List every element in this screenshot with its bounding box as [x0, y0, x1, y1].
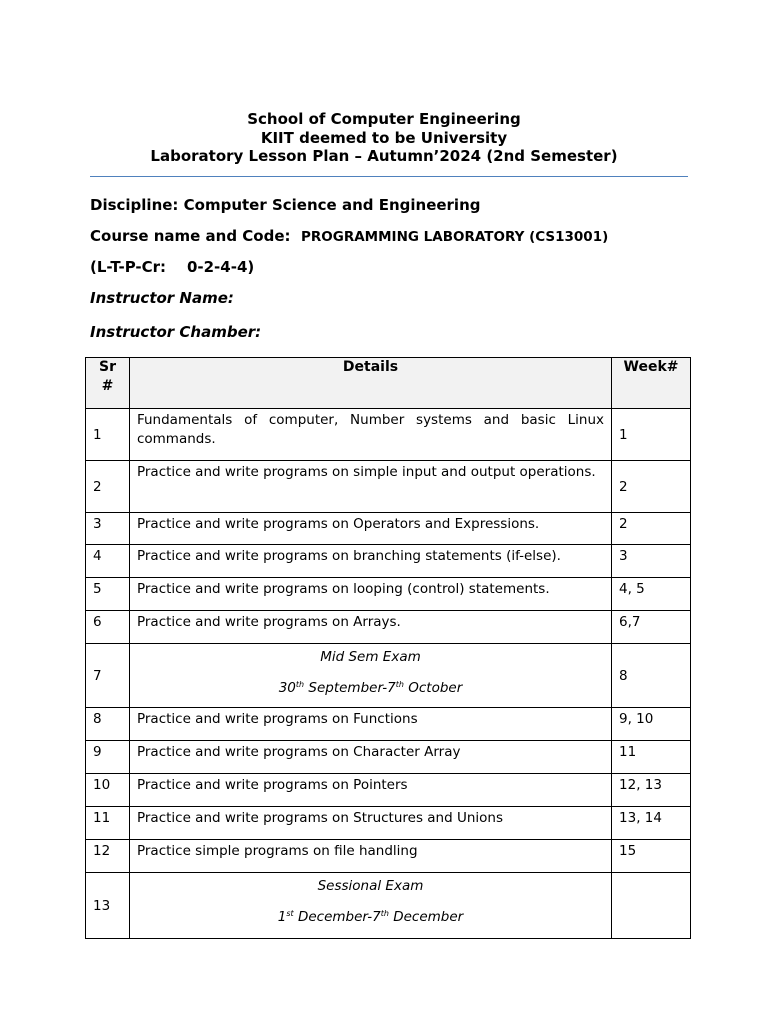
plan-title: Laboratory Lesson Plan – Autumn’2024 (2nd Semester) — [150, 147, 618, 165]
sr-cell: 7 — [86, 644, 130, 708]
details-cell: Fundamentals of computer, Number systems and basic Linux commands. — [129, 409, 611, 461]
week-cell: 15 — [612, 840, 691, 873]
week-cell: 12, 13 — [612, 774, 691, 807]
details-cell: Practice and write programs on Operators and Expressions. — [129, 513, 611, 545]
week-cell — [612, 873, 691, 939]
sr-cell: 11 — [86, 807, 130, 840]
week-cell: 13, 14 — [612, 807, 691, 840]
details-cell: Practice and write programs on Functions — [129, 708, 611, 741]
details-cell: Practice and write programs on Structures and Unions — [129, 807, 611, 840]
table-row — [86, 545, 691, 578]
table-header-row — [86, 358, 691, 409]
exam-cell — [129, 873, 611, 939]
week-cell: 2 — [612, 513, 691, 545]
sr-cell: 3 — [86, 513, 130, 545]
course-value: PROGRAMMING LABORATORY (CS13001) — [300, 229, 609, 245]
table-row — [86, 644, 691, 708]
sr-cell: 1 — [86, 409, 130, 461]
exam-dates: 1st December-7th December — [277, 909, 464, 925]
details-cell: Practice and write programs on branching statements (if-else). — [129, 545, 611, 578]
sr-cell: 2 — [86, 461, 130, 513]
school-name: School of Computer Engineering — [247, 110, 521, 128]
sr-cell: 8 — [86, 708, 130, 741]
details-cell: Practice simple programs on file handling — [129, 840, 611, 873]
details-cell: Practice and write programs on Arrays. — [129, 611, 611, 644]
instructor-name-label: Instructor Name: — [90, 289, 234, 307]
university-name: KIIT deemed to be University — [260, 128, 508, 147]
details-header: Details — [129, 358, 611, 409]
sr-cell: 13 — [86, 873, 130, 939]
table-row — [86, 741, 691, 774]
ltpc-value: 0-2-4-4) — [186, 258, 255, 276]
exam-cell — [129, 644, 611, 708]
table-row — [86, 807, 691, 840]
sr-cell: 4 — [86, 545, 130, 578]
sr-cell: 12 — [86, 840, 130, 873]
course-label: Course name and Code: — [90, 227, 291, 245]
ltpc-line — [90, 258, 254, 276]
exam-name: Mid Sem Exam — [320, 649, 421, 665]
week-cell: 8 — [612, 644, 691, 708]
ltpc-label: (L-T-P-Cr: — [90, 258, 167, 276]
exam-dates: 30th September-7th October — [278, 680, 463, 696]
sr-cell: 10 — [86, 774, 130, 807]
table-row — [86, 708, 691, 741]
discipline-line: Discipline: Computer Science and Engineering — [90, 196, 481, 214]
header-divider — [90, 176, 688, 177]
table-row — [86, 840, 691, 873]
table-row — [86, 409, 691, 461]
week-cell: 6,7 — [612, 611, 691, 644]
table-row — [86, 774, 691, 807]
table-row — [86, 578, 691, 611]
table-row — [86, 611, 691, 644]
week-header: Week# — [612, 358, 691, 409]
course-line — [90, 227, 608, 245]
details-cell: Practice and write programs on Character Array — [129, 741, 611, 774]
sr-cell: 9 — [86, 741, 130, 774]
week-cell: 11 — [612, 741, 691, 774]
details-cell: Practice and write programs on Pointers — [129, 774, 611, 807]
exam-name: Sessional Exam — [317, 878, 424, 894]
details-cell: Practice and write programs on looping (control) statements. — [129, 578, 611, 611]
sr-cell: 5 — [86, 578, 130, 611]
table-row — [86, 513, 691, 545]
sr-cell: 6 — [86, 611, 130, 644]
week-cell: 3 — [612, 545, 691, 578]
document-header — [0, 110, 768, 166]
week-cell: 2 — [612, 461, 691, 513]
details-cell: Practice and write programs on simple input and output operations. — [129, 461, 611, 513]
instructor-chamber-label: Instructor Chamber: — [90, 323, 262, 341]
table-row — [86, 461, 691, 513]
table-row — [86, 873, 691, 939]
week-cell: 4, 5 — [612, 578, 691, 611]
sr-header: Sr # — [86, 358, 130, 409]
week-cell: 9, 10 — [612, 708, 691, 741]
week-cell: 1 — [612, 409, 691, 461]
lesson-plan-table — [85, 357, 691, 939]
